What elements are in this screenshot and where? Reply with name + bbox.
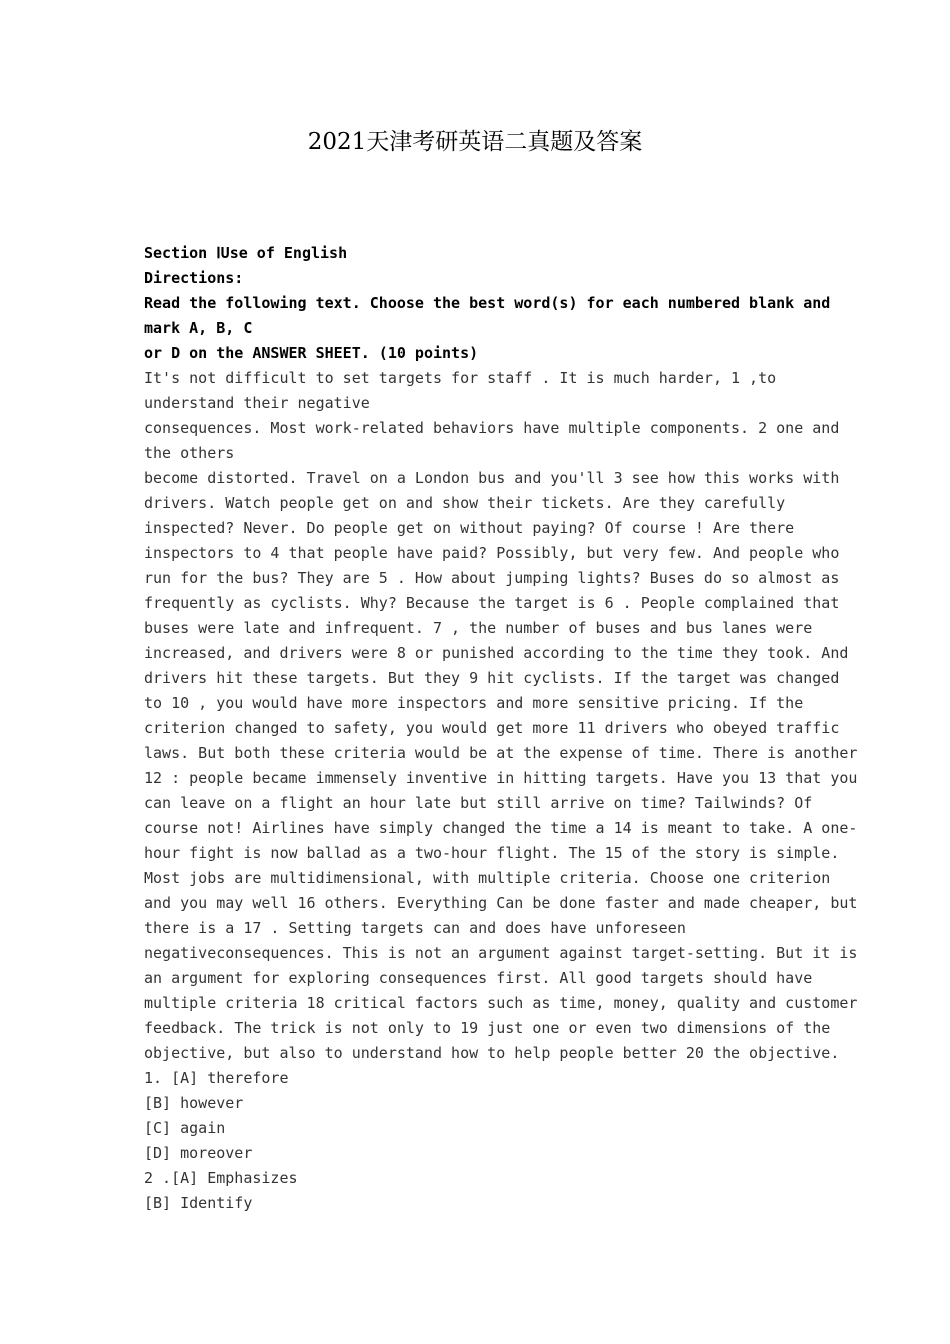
passage-line: drivers hit these targets. But they 9 hit cyclists. If the target was changed (144, 669, 840, 687)
page-title: 2021天津考研英语二真题及答案 (307, 129, 643, 155)
directions-line: mark A, B, C (144, 319, 253, 337)
passage-line: an argument for exploring consequences first. All good targets should have (144, 969, 813, 987)
passage-line: Most jobs are multidimensional, with multiple criteria. Choose one criterion (144, 869, 831, 887)
passage-line: frequently as cyclists. Why? Because the target is 6 . People complained that (144, 594, 840, 612)
section-header (144, 241, 831, 366)
passage-line: 12 : people became immensely inventive in hitting targets. Have you 13 that you (144, 769, 858, 787)
passage-line: there is a 17 . Setting targets can and does have unforeseen (144, 919, 686, 937)
option-line: 1. [A] therefore (144, 1069, 289, 1087)
option-line: [C] again (144, 1119, 226, 1137)
passage-line: the others (144, 444, 235, 462)
directions-line: Directions: (144, 269, 244, 287)
passage-line: course not! Airlines have simply changed the time a 14 is meant to take. A one- (144, 819, 858, 837)
passage-line: criterion changed to safety, you would get more 11 drivers who obeyed traffic (144, 719, 840, 737)
passage-line: objective, but also to understand how to help people better 20 the objective. (144, 1044, 840, 1062)
passage-line: laws. But both these criteria would be at the expense of time. There is another (144, 744, 858, 762)
passage-line: can leave on a flight an hour late but still arrive on time? Tailwinds? Of (144, 794, 813, 812)
option-line: [B] Identify (144, 1194, 253, 1212)
option-line: [B] however (144, 1094, 244, 1112)
passage-line: to 10 , you would have more inspectors and more sensitive pricing. If the (144, 694, 804, 712)
directions-line: Section ⅠUse of English (144, 244, 348, 262)
passage-line: run for the bus? They are 5 . How about jumping lights? Buses do so almost as (144, 569, 840, 587)
passage-line: feedback. The trick is not only to 19 just one or even two dimensions of the (144, 1019, 831, 1037)
option-line: 2 .[A] Emphasizes (144, 1169, 298, 1187)
passage-line: inspected? Never. Do people get on without paying? Of course ! Are there (144, 519, 795, 537)
document-body (144, 241, 858, 1216)
passage-line: inspectors to 4 that people have paid? Possibly, but very few. And people who (144, 544, 840, 562)
passage-line: increased, and drivers were 8 or punished according to the time they took. And (144, 644, 849, 662)
option-line: [D] moreover (144, 1144, 253, 1162)
passage-line: It's not difficult to set targets for staff . It is much harder, 1 ,to (144, 369, 777, 387)
passage-line: understand their negative (144, 394, 370, 412)
answer-options (144, 1066, 824, 1216)
directions-line: or D on the ANSWER SHEET. (10 points) (144, 344, 479, 362)
passage-line: drivers. Watch people get on and show their tickets. Are they carefully (144, 494, 786, 512)
passage (144, 366, 858, 1066)
passage-line: buses were late and infrequent. 7 , the number of buses and bus lanes were (144, 619, 813, 637)
passage-line: become distorted. Travel on a London bus and you'll 3 see how this works with (144, 469, 840, 487)
directions-line: Read the following text. Choose the best word(s) for each numbered blank and (144, 294, 831, 312)
passage-line: negativeconsequences. This is not an argument against target-setting. But it is (144, 944, 858, 962)
passage-line: consequences. Most work-related behaviors have multiple components. 2 one and (144, 419, 840, 437)
passage-line: hour fight is now ballad as a two-hour flight. The 15 of the story is simple. (144, 844, 840, 862)
passage-line: and you may well 16 others. Everything Can be done faster and made cheaper, but (144, 894, 858, 912)
passage-line: multiple criteria 18 critical factors such as time, money, quality and customer (144, 994, 858, 1012)
